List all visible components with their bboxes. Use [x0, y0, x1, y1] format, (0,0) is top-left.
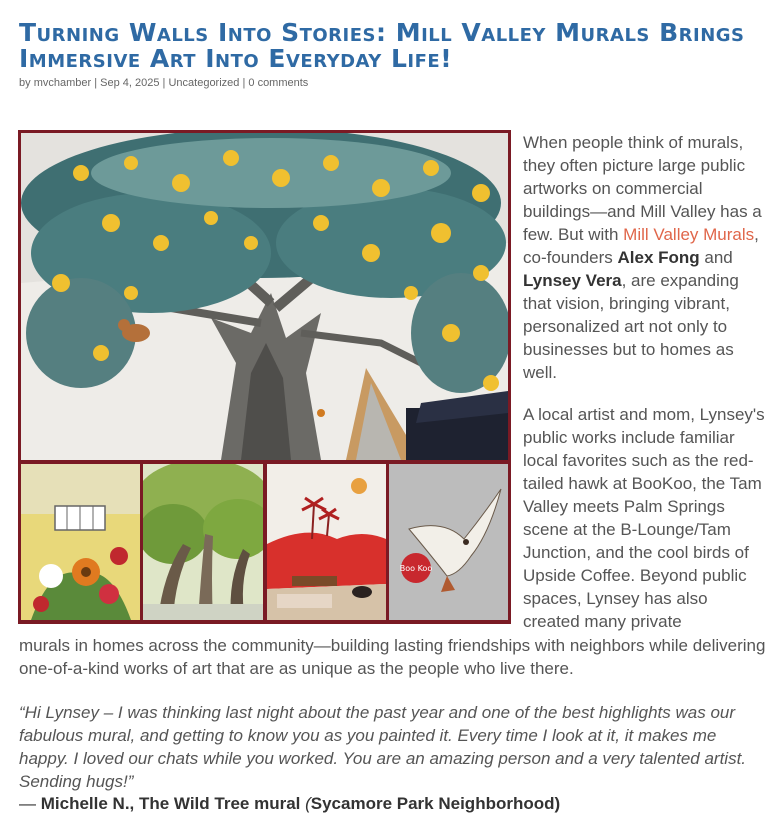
window-flowers-mural-image [21, 464, 140, 620]
artist-paragraph-continued: murals in homes across the community—building lasting friendships with neighbors while delivering one-of-a-kind works of art that are as unique as the people who live there. [19, 636, 766, 678]
post-meta [19, 77, 308, 89]
attribution-paren: ( [305, 794, 311, 813]
post-title: Turning Walls Into Stories: Mill Valley Murals Brings Immersive Art Into Everyday Life! [19, 18, 745, 73]
window-flowers-illustration [21, 464, 140, 620]
meta-by: by [19, 77, 31, 89]
category-link[interactable]: Uncategorized [168, 77, 240, 89]
intro-text: and [699, 248, 733, 267]
tree-mural-image [21, 133, 508, 460]
palm-desert-mural-image [267, 464, 386, 620]
hawk-illustration [389, 464, 508, 620]
testimonial-attribution [19, 792, 560, 815]
bookoo-badge-text: Boo Koo [399, 564, 433, 573]
meta-separator: | [91, 77, 101, 89]
mural-collage [18, 130, 511, 624]
comments-link[interactable]: 0 comments [248, 77, 309, 89]
hawk-mural-image [389, 464, 508, 620]
meta-separator: | [239, 77, 249, 89]
intro-text: , are expanding that vision, bringing vibrant, personalized art not only to businesses but to homes as well. [523, 271, 739, 382]
artist-paragraph-side: A local artist and mom, Lynsey's public works include familiar local favorites such as the red-tailed hawk at BooKoo, the Tam Valley meets Palm Springs scene at the B-Lounge/Tam Junction, and the cool birds of Upside Coffee. Beyond public spaces, Lynsey has also created many private [523, 405, 765, 631]
intro-text: When people think of murals, they often picture large public artworks on commercial buildings—and Mill Valley has a few. But with [523, 133, 762, 244]
attribution-dash: — [19, 794, 41, 813]
cofounder-name: Lynsey Vera [523, 271, 622, 290]
attribution-name: Michelle N., The Wild Tree mural [40, 794, 306, 813]
attribution-place: Sycamore Park Neighborhood) [310, 794, 561, 813]
tree-trunks-mural-image [143, 464, 263, 620]
meta-separator: | [159, 77, 169, 89]
intro-paragraph [523, 131, 768, 384]
tree-mural-illustration [21, 133, 508, 460]
cofounder-name: Alex Fong [617, 248, 700, 267]
post-date: Sep 4, 2025 [100, 77, 160, 89]
tree-trunks-illustration [143, 464, 263, 620]
palm-desert-illustration [267, 464, 386, 620]
author-link[interactable]: mvchamber [33, 77, 92, 89]
testimonial-quote: “Hi Lynsey – I was thinking last night about the past year and one of the best highlights was our fabulous mural, and getting to know you as you painted it. Every time I look at it, it makes me happy. I loved our chats while you worked. You are an amazing person and a very talented artist. Sending hugs!” [19, 703, 747, 791]
mill-valley-murals-link[interactable]: Mill Valley Murals [623, 225, 755, 244]
intro-text: , co-founders [523, 225, 759, 267]
